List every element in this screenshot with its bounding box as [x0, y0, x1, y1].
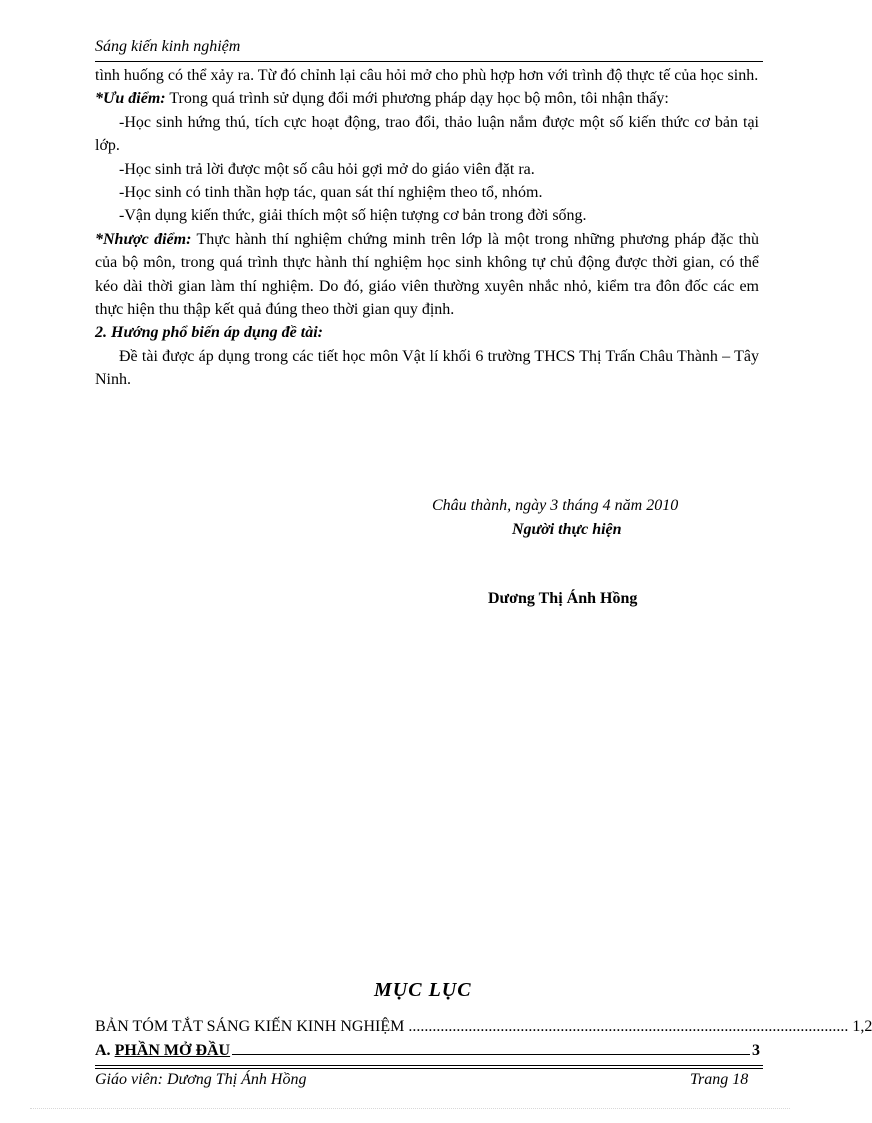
toc-row-page: 1,2 — [852, 1018, 872, 1035]
advantage-item: -Học sinh có tinh thần hợp tác, quan sát thí nghiệm theo tổ, nhóm. — [119, 184, 543, 202]
signature-role: Người thực hiện — [512, 521, 622, 538]
section-2-title: 2. Hướng phổ biến áp dụng đề tài: — [95, 324, 323, 342]
toc-row-page: 3 — [752, 1042, 760, 1059]
page-edge — [30, 1108, 790, 1109]
toc-row — [95, 1018, 872, 1036]
toc-row-label: PHẦN MỞ ĐẦU — [114, 1042, 231, 1059]
disadvantages-paragraph — [95, 228, 759, 322]
signature-name: Dương Thị Ánh Hồng — [488, 590, 638, 607]
advantage-item: -Vận dụng kiến thức, giải thích một số hiện tượng cơ bản trong đời sống. — [119, 207, 587, 225]
header-title: Sáng kiến kinh nghiệm — [95, 38, 241, 55]
advantage-item: -Học sinh trả lời được một số câu hỏi gợi mở do giáo viên đặt ra. — [119, 160, 535, 178]
toc-leader-dots: .............................................................................................................. — [408, 1018, 849, 1035]
toc-row-label-wrap — [95, 1042, 230, 1060]
toc-title: MỤC LỤC — [374, 979, 472, 1001]
document-body — [95, 64, 759, 392]
signature-date: Châu thành, ngày 3 tháng 4 năm 2010 — [432, 497, 679, 514]
advantages-paragraph — [95, 87, 759, 110]
footer-rule-double — [95, 1068, 763, 1069]
advantages-text: Trong quá trình sử dụng đổi mới phương pháp dạy học bộ môn, tôi nhận thấy: — [165, 90, 669, 108]
toc-leader-line — [232, 1054, 750, 1055]
header-rule — [95, 61, 763, 62]
footer-rule — [95, 1065, 763, 1066]
toc-row-label: BẢN TÓM TẮT SÁNG KIẾN KINH NGHIỆM — [95, 1018, 405, 1035]
paragraph-continuation: tình huống có thể xảy ra. Từ đó chỉnh lại câu hỏi mở cho phù hợp hơn với trình độ thực tế của học sinh. — [95, 67, 759, 84]
toc-row — [95, 1042, 760, 1060]
advantage-item: -Học sinh hứng thú, tích cực hoạt động, trao đổi, thảo luận nắm được một số kiến thức cơ bản tại lớp. — [95, 113, 759, 155]
section-2-text: Đề tài được áp dụng trong các tiết học môn Vật lí khối 6 trường THCS Thị Trấn Châu Thành – Tây Ninh. — [95, 347, 759, 389]
advantages-label: *Ưu điểm: — [95, 90, 166, 108]
footer-teacher: Giáo viên: Dương Thị Ánh Hồng — [95, 1071, 307, 1088]
footer-page-number: Trang 18 — [690, 1071, 749, 1088]
disadvantages-label: *Nhược điểm: — [95, 230, 192, 248]
disadvantages-text: Thực hành thí nghiệm chứng minh trên lớp là một trong những phương pháp đặc thù của bộ môn, trong quá trình thực hành thí nghiệm học sinh không tự chủ động được thời gian, có thể kéo dài thời gian làm thí nghiệm. Do đó, giáo viên thường xuyên nhắc nhỏ, kiểm tra đôn đốc các em thực hiện thu thập kết quả đúng theo thời gian quy định. — [95, 230, 760, 319]
toc-row-prefix: A. — [95, 1042, 115, 1059]
